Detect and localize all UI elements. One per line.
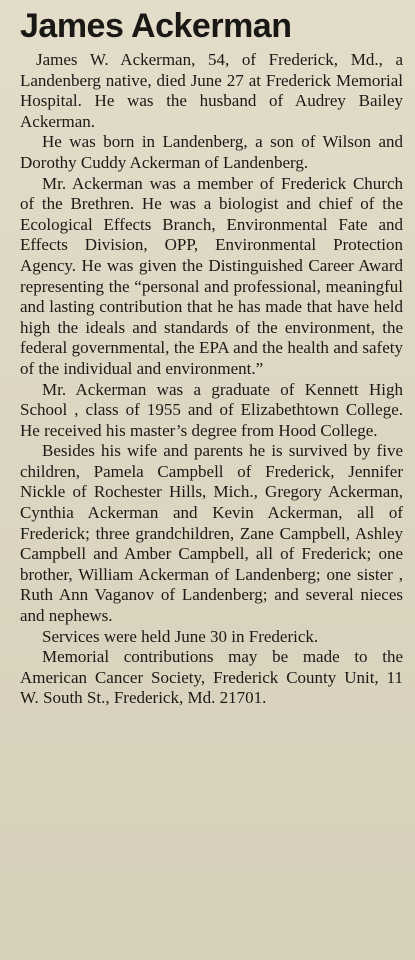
paragraph-birth: He was born in Landenberg, a son of Wilson and Dorothy Cuddy Ackerman of Landenberg.: [20, 132, 403, 172]
paragraph-death-notice: James W. Ackerman, 54, of Frederick, Md., a Landenberg native, died June 27 at Frederick Memorial Hospital. He was the husband of Audrey Bailey Ackerman.: [20, 50, 403, 131]
paragraph-memorial: Memorial contributions may be made to the American Cancer Society, Frederick County Unit, 11 W. South St., Frederick, Md. 21701.: [20, 647, 403, 708]
obituary-body: [20, 50, 403, 709]
paragraph-education: Mr. Ackerman was a graduate of Kennett High School , class of 1955 and of Elizabethtown College. He received his master’s degree from Hood College.: [20, 379, 403, 440]
headline: James Ackerman: [20, 7, 292, 45]
paragraph-survivors: Besides his wife and parents he is survived by five children, Pamela Campbell of Frederick, Jennifer Nickle of Rochester Hills, Mich., Gregory Ackerman, Cynthia Ackerman and Kevin Ackerman, all of Frederick; three grandchildren, Zane Campbell, Ashley Campbell and Amber Campbell, all of Frederick; one brother, William Ackerman of Landenberg; one sister , Ruth Ann Vaganov of Landenberg; and several nieces and nephews.: [20, 441, 403, 626]
paragraph-services: Services were held June 30 in Frederick.: [42, 626, 319, 646]
paragraph-career: Mr. Ackerman was a member of Frederick Church of the Brethren. He was a biologist and chief of the Ecological Effects Branch, Environmental Fate and Effects Division, OPP, Environmental Protection Agency. He was given the Distinguished Career Award representing the “personal and professional, meaningful and lasting contribution that he has made that have held high the ideals and standards of the environment, the federal governmental, the EPA and the health and safety of the individual and environment.”: [20, 173, 403, 378]
